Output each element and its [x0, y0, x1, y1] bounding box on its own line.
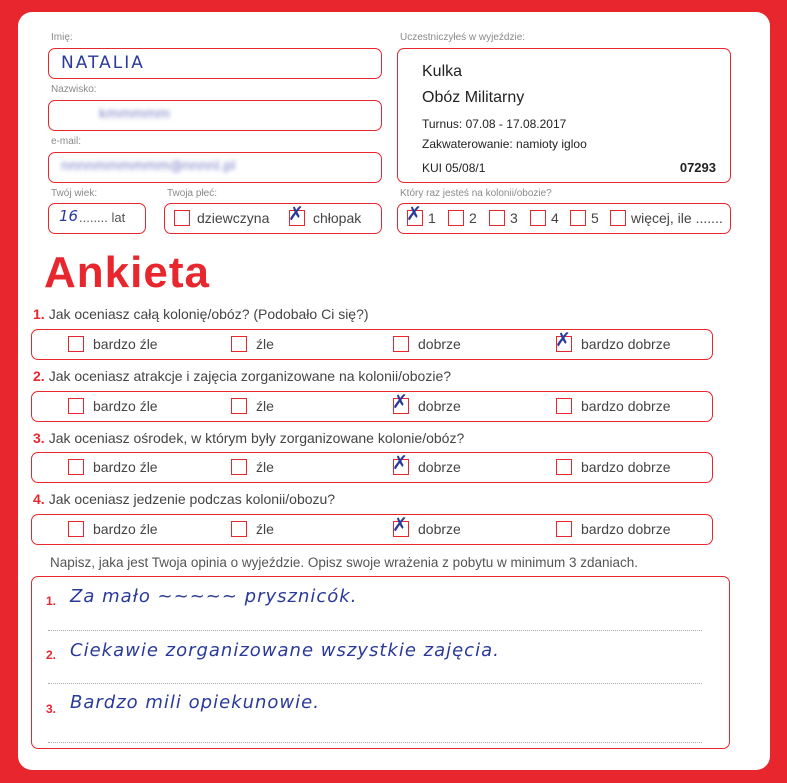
rating-checkbox[interactable] — [231, 459, 247, 475]
rating-checkbox[interactable] — [68, 398, 84, 414]
times-4-checkbox[interactable] — [530, 210, 546, 226]
gender-field — [164, 203, 382, 234]
rating-option-label: bardzo źle — [93, 521, 158, 537]
rating-checkbox[interactable] — [231, 521, 247, 537]
trip-label: Uczestniczyłeś w wyjeździe: — [400, 32, 526, 43]
question-text: Jak oceniasz atrakcje i zajęcia zorganizowane na kolonii/obozie? — [48, 368, 452, 384]
line-1 — [48, 630, 702, 631]
rating-checkbox[interactable] — [392, 391, 409, 414]
question-number: 1. — [33, 306, 45, 322]
check-mark-icon: ✗ — [392, 452, 408, 474]
rating-option-label: dobrze — [418, 459, 461, 475]
trip-code: KUI 05/08/1 — [422, 161, 486, 175]
rating-option-label: bardzo dobrze — [581, 521, 671, 537]
gender-boy-label: chłopak — [313, 210, 362, 226]
question-3 — [33, 430, 464, 446]
trip-turnus: Turnus: 07.08 - 17.08.2017 — [422, 117, 567, 131]
rating-option-label: źle — [256, 336, 274, 352]
rating-option-label: źle — [256, 521, 274, 537]
rating-checkbox[interactable] — [393, 336, 409, 352]
rating-checkbox[interactable] — [392, 514, 409, 537]
answer-2-text: Ciekawie zorganizowane wszystkie zajęcia. — [70, 640, 500, 661]
times-5-checkbox[interactable] — [570, 210, 586, 226]
gender-girl-checkbox[interactable] — [174, 210, 190, 226]
rating-option-label: bardzo dobrze — [581, 336, 671, 352]
trip-number: 07293 — [679, 160, 716, 175]
answer-3-text: Bardzo mili opiekunowie. — [70, 692, 320, 713]
times-more-label: więcej, ile ....... — [631, 210, 723, 226]
rating-option-label: bardzo źle — [93, 336, 158, 352]
times-field — [397, 203, 731, 234]
trip-camp: Obóz Militarny — [422, 89, 525, 106]
check-mark-icon: ✗ — [555, 329, 571, 351]
check-mark-icon: ✗ — [392, 391, 408, 413]
rating-checkbox[interactable] — [68, 459, 84, 475]
email-field[interactable] — [48, 152, 382, 183]
age-suffix: ........ lat — [79, 210, 126, 225]
answer-2-number: 2. — [46, 648, 57, 662]
question-number: 2. — [33, 368, 45, 384]
rating-option-label: bardzo źle — [93, 459, 158, 475]
trip-name: Kulka — [422, 63, 463, 80]
rating-row — [31, 391, 713, 422]
question-4 — [33, 491, 335, 507]
check-mark-icon: ✗ — [392, 514, 408, 536]
times-4-label: 4 — [551, 210, 559, 226]
name-value: NATALIA — [61, 53, 145, 73]
question-text: Jak oceniasz całą kolonię/obóz? (Podobało Ci się?) — [48, 306, 369, 322]
times-5-label: 5 — [591, 210, 599, 226]
rating-row — [31, 329, 713, 360]
rating-option-label: dobrze — [418, 336, 461, 352]
opinion-prompt: Napisz, jaka jest Twoja opinia o wyjeździe. Opisz swoje wrażenia z pobytu w minimum 3 zdaniach. — [50, 555, 639, 570]
rating-checkbox[interactable] — [556, 521, 572, 537]
age-label: Twój wiek: — [51, 188, 98, 199]
times-label: Który raz jesteś na kolonii/obozie? — [400, 188, 552, 199]
check-mark-icon: ✗ — [406, 203, 422, 225]
rating-option-label: dobrze — [418, 398, 461, 414]
times-2-checkbox[interactable] — [448, 210, 464, 226]
rating-option-label: dobrze — [418, 521, 461, 537]
gender-boy-checkbox[interactable] — [288, 203, 305, 226]
trip-info-box — [397, 48, 731, 183]
check-mark-icon: ✗ — [288, 203, 304, 225]
rating-option-label: źle — [256, 459, 274, 475]
rating-checkbox[interactable] — [392, 452, 409, 475]
email-value: nnnnmmmmmm@nnnnl.pl — [61, 159, 236, 174]
rating-option-label: bardzo dobrze — [581, 459, 671, 475]
line-3 — [48, 742, 702, 743]
rating-checkbox[interactable] — [556, 459, 572, 475]
rating-option-label: bardzo dobrze — [581, 398, 671, 414]
trip-accommodation: Zakwaterowanie: namioty igloo — [422, 137, 587, 151]
rating-checkbox[interactable] — [556, 398, 572, 414]
times-1-label: 1 — [428, 210, 436, 226]
line-2 — [48, 683, 702, 684]
answer-3-number: 3. — [46, 702, 57, 716]
name-label: Imię: — [51, 32, 73, 43]
rating-row — [31, 514, 713, 545]
times-more-checkbox[interactable] — [610, 210, 626, 226]
rating-checkbox[interactable] — [231, 398, 247, 414]
email-label: e-mail: — [51, 136, 82, 147]
rating-row — [31, 452, 713, 483]
times-3-checkbox[interactable] — [489, 210, 505, 226]
rating-option-label: źle — [256, 398, 274, 414]
question-number: 4. — [33, 491, 45, 507]
survey-title: Ankieta — [44, 248, 210, 297]
rating-checkbox[interactable] — [68, 336, 84, 352]
answer-1-number: 1. — [46, 594, 57, 608]
gender-girl-label: dziewczyna — [197, 210, 270, 226]
surname-value: kmmmmm — [99, 107, 170, 122]
surname-field[interactable] — [48, 100, 382, 131]
age-field[interactable] — [48, 203, 146, 234]
age-value: 16 — [59, 207, 79, 225]
times-2-label: 2 — [469, 210, 477, 226]
times-1-checkbox[interactable] — [406, 203, 423, 226]
answer-1-text: Za mało ~~~~~ prysznicók. — [70, 586, 358, 607]
rating-option-label: bardzo źle — [93, 398, 158, 414]
question-2 — [33, 368, 451, 384]
question-text: Jak oceniasz ośrodek, w którym były zorganizowane kolonie/obóz? — [48, 430, 465, 446]
surname-label: Nazwisko: — [51, 84, 97, 95]
question-1 — [33, 306, 369, 322]
times-3-label: 3 — [510, 210, 518, 226]
rating-checkbox[interactable] — [68, 521, 84, 537]
question-text: Jak oceniasz jedzenie podczas kolonii/obozu? — [48, 491, 336, 507]
rating-checkbox[interactable] — [555, 329, 572, 352]
rating-checkbox[interactable] — [231, 336, 247, 352]
question-number: 3. — [33, 430, 45, 446]
gender-label: Twoja płeć: — [167, 188, 218, 199]
name-field[interactable] — [48, 48, 382, 79]
